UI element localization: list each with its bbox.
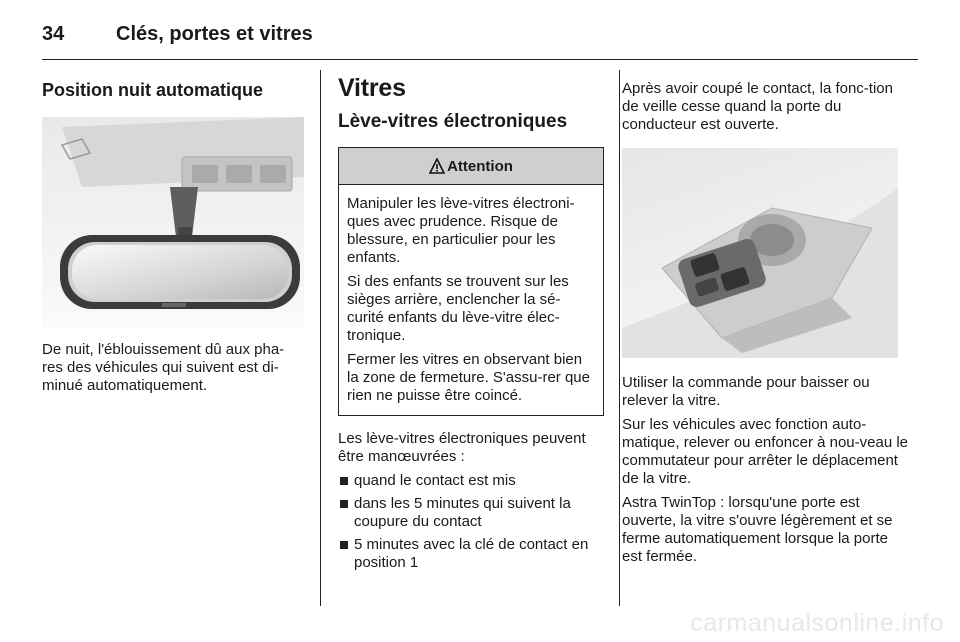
section-heading: Position nuit automatique (42, 80, 263, 100)
column-windows (338, 72, 604, 577)
conditions-list (338, 472, 604, 572)
paragraph: Utiliser la commande pour baisser ou relever la vitre. (622, 374, 870, 409)
list-item: 5 minutes avec la clé de contact en position 1 (338, 536, 604, 572)
attention-body (339, 185, 603, 415)
column-window-details (622, 72, 910, 572)
window-switch-image (622, 148, 898, 358)
page-title: Clés, portes et vitres (116, 22, 313, 45)
paragraph: Après avoir coupé le contact, la fonc-tion de veille cesse quand la porte du conducteur est ouverte. (622, 80, 893, 133)
bullet-square-icon (340, 500, 348, 508)
column-divider (619, 70, 620, 606)
attention-paragraph: Manipuler les lève-vitres électroni-ques avec prudence. Risque de blessure, en particulier pour les enfants. (347, 195, 575, 266)
rearview-mirror-image (42, 117, 304, 327)
bullet-square-icon (340, 541, 348, 549)
chapter-title: Vitres (338, 74, 406, 102)
paragraph: Astra TwinTop : lorsqu'une porte est ouverte, la vitre s'ouvre légèrement et se ferme automatiquement lorsque la porte est fermée. (622, 494, 893, 565)
column-divider (320, 70, 321, 606)
attention-paragraph: Si des enfants se trouvent sur les sièges arrière, enclencher la sé-curité enfants du lève-vitre élec-tronique. (347, 273, 569, 344)
page-number: 34 (42, 22, 65, 45)
column-mirror (42, 72, 304, 401)
warning-triangle-icon (429, 158, 445, 174)
bullet-square-icon (340, 477, 348, 485)
attention-label: Attention (447, 157, 513, 175)
attention-paragraph: Fermer les vitres en observant bien la zone de fermeture. S'assu-rer que rien ne puisse être coincé. (347, 351, 590, 404)
attention-header (339, 148, 603, 185)
intro-paragraph: Les lève-vitres électroniques peuvent être manœuvrées : (338, 430, 586, 465)
list-item: quand le contact est mis (338, 472, 604, 490)
attention-box (338, 147, 604, 416)
list-item: dans les 5 minutes qui suivent la coupure du contact (338, 495, 604, 531)
section-subtitle: Lève-vitres électroniques (338, 111, 568, 132)
header-rule (42, 59, 918, 60)
paragraph: Sur les véhicules avec fonction auto-matique, relever ou enfoncer à nou-veau le commutateur pour arrêter le déplacement de la vitre. (622, 416, 909, 487)
paragraph: De nuit, l'éblouissement dû aux pha-res des véhicules qui suivent est di-minué automatiquement. (42, 341, 285, 394)
watermark: carmanualsonline.info (690, 609, 944, 637)
page-header (42, 20, 313, 48)
